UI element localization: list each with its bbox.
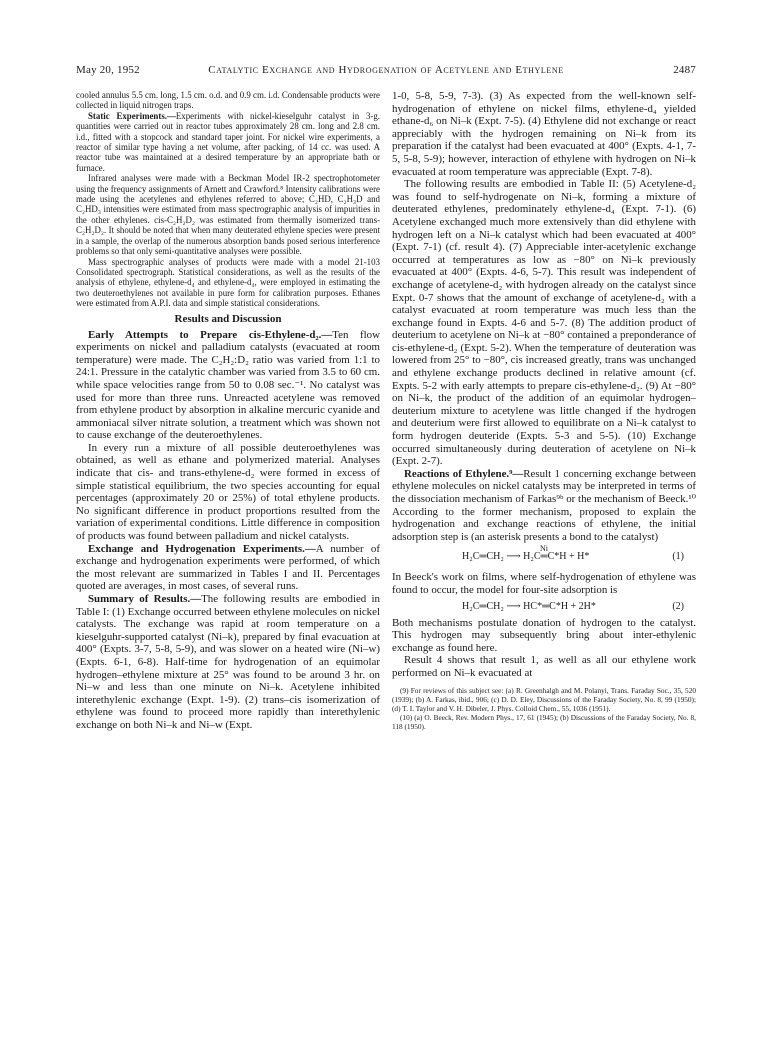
equation-1 — [392, 543, 696, 571]
equation-catalyst-label: Ni — [540, 544, 548, 554]
footnote: (9) For reviews of this subject see: (a) R. Greenhalgh and M. Polanyi, Trans. Faraday Soc., 35, 520 (1939); (b) A. Farkas, ibid., 906; (c) D. D. Eley, Discussions of the Faraday Society, No. 8, 99 (1950); (d) T. I. Taylor and V. H. Dibeler, J. Phys. Colloid Chem., 55, 1036 (1951). — [392, 685, 696, 713]
equation-expression: H₂C═CH₂ ⟶ HC*═C*H + 2H* — [462, 600, 596, 612]
paragraph-text: Result 1 concerning exchange between ethylene molecules on nickel catalysts may be interpreted in terms of the dissociation mechanism of Farkas⁹ᵇ or the mechanism of Beeck.¹⁰ According to the former mechanism, proposed to explain the hydrogenation and exchange reactions of ethylene, the initial adsorption step is (an asterisk presents a bond to the catalyst) — [392, 467, 696, 543]
page-number: 2487 — [673, 64, 696, 76]
discussion-text — [392, 90, 696, 680]
paragraph-text: A number of exchange and hydrogenation experiments were performed, of which the most relevant are summarized in Tables I and II. Percentages quoted are averages, in most cases, of several runs. — [76, 542, 380, 593]
paragraph: Infrared analyses were made with a Beckman Model IR-2 spectrophotometer using the frequency assignments of Arnett and Crawford.⁸ Intensity calibrations were made using the acetylenes and ethylenes referred to above; C₂HD, C₂H₃D and C₂HD₃ intensities were estimated from mass spectrographic analysis of impurities in the other ethylenes. cis-C₂H₂D₂ was estimated from thermally isomerized trans-C₂H₂D₂. It should be noted that when many deuterated ethylene species were present in a sample, the overlap of the numerous absorption bands posed serious interference problems so that only semi-quantitative analyses were possible. — [76, 173, 380, 257]
paragraph — [76, 111, 380, 173]
results-text — [76, 329, 380, 732]
paragraph: In every run a mixture of all possible deuteroethylenes was obtained, as well as ethane and polymerized material. Analyses indicate that cis- and trans-ethylene-d₂ were formed in excess of simple statistical equilibrium, the two species accounting for equal percentages (approximately 20 or 25%) of total ethylene products. No significant difference in product proportions resulted from the variation of experimental conditions. Little difference in composition of products was found between palladium and nickel catalysts. — [76, 441, 380, 543]
header-date: May 20, 1952 — [76, 64, 140, 76]
header-title: Catalytic Exchange and Hydrogenation of Acetylene and Ethylene — [208, 64, 564, 76]
run-in-heading: Reactions of Ethylene.⁹— — [404, 467, 524, 480]
right-column — [392, 90, 696, 1038]
paragraph — [76, 329, 380, 442]
equation-number: (1) — [672, 551, 684, 563]
paragraph — [76, 543, 380, 593]
paragraph — [76, 593, 380, 732]
experimental-small-print — [76, 90, 380, 309]
paragraph: Both mechanisms postulate donation of hydrogen to the catalyst. This hydrogen may subsequently bring about inter-ethylenic exchange as found here. — [392, 616, 696, 654]
footnotes — [392, 686, 696, 732]
paragraph-text: Experiments with nickel-kieselguhr catalyst in 3-g. quantities were carried out in reactor tubes approximately 28 cm. long and 2.8 cm. i.d., fitted with a stopcock and standard taper joint. For nickel wire experiments, a reactor of similar type having a net volume, after packing, of 14 cc. was used. A reactor tube was maintained at a desired temperature by an appropriate bath or furnace. — [76, 110, 380, 173]
paragraph-text: The following results are embodied in Table I: (1) Exchange occurred between ethylene molecules on nickel catalysts. The exchange was rapid at room temperature on a kieselguhr-supported catalyst (Ni–k), prepared by final evacuation at 400° (Expts. 3-7, 5-8, 5-9), and was slower on a heated wire (Ni–w) (Expts. 6-1, 6-8). Half-time for hydrogenation of an equimolar hydrogen–ethylene mixture at 25° was found to be around 3 hr. on Ni–w and less than one minute on Ni–k. Acetylene inhibited interethylenic exchange (Expt. 1-9). (2) trans–cis isomerization of ethylene was found to proceed more rapidly than interethylenic exchange on both Ni–k and Ni–w (Expt. — [76, 593, 380, 731]
run-in-heading: Static Experiments.— — [88, 110, 176, 121]
paragraph: cooled annulus 5.5 cm. long, 1.5 cm. o.d. and 0.9 cm. i.d. Condensable products were collected in liquid nitrogen traps. — [76, 90, 380, 111]
run-in-heading: Summary of Results.— — [88, 593, 202, 605]
equation-2 — [392, 597, 696, 617]
equation-number: (2) — [672, 600, 684, 612]
run-in-heading: Early Attempts to Prepare cis-Ethylene-d₂.— — [88, 328, 333, 341]
paragraph: In Beeck's work on films, where self-hydrogenation of ethylene was found to occur, the model for four-site adsorption is — [392, 571, 696, 596]
paragraph: The following results are embodied in Table II: (5) Acetylene-d₂ was found to self-hydrogenate on Ni–k, forming a mixture of deuterated ethylenes, predominately ethylene-d₄ (Expt. 7-1). (6) Acetylene exchanged much more extensively than did ethylene with hydrogen left on a Ni–k catalyst which had been evacuated at 400° (Expt. 7-1) (cf. result 4). (7) Appreciable inter-acetylenic exchange occurred at temperatures as low as −80° on Ni–k previously evacuated at 400° (Expts. 4-6, 5-7). This result was independent of exchange of acetylene-d₂ with hydrogen already on the catalyst since Expt. 0-7 shows that the amount of exchange of acetylene-d₂ with a catalyst evacuated at room temperature was much less than the exchange found in Expts. 4-6 and 5-7. (8) The addition product of deuterium to acetylene on Ni–k at −80° contained a preponderance of cis-ethylene-d₂ (Expt. 5-2). When the temperature of deuteration was lowered from 25° to −80°, cis increased greatly, trans was unchanged and ethylene exchange products declined in relative amount (cf. Expts. 5-2 with early attempts to prepare cis-ethylene-d₂. (9) At −80° on Ni–k, the product of the addition of an equimolar hydrogen–deuterium mixture to acetylene was little changed if the hydrogen and deuterium were first allowed to equilibrate on a Ni–k catalyst to form hydrogen deuteride (Expts. 5-3 and 5-5). (10) Exchange occurred simultaneously during deuteration of acetylene on Ni–k (Expt. 2-7). — [392, 178, 696, 468]
footnote: (10) (a) O. Beeck, Rev. Modern Phys., 17, 61 (1945); (b) Discussions of the Faraday Society, No. 8, 118 (1950). — [392, 713, 696, 732]
equation-expression: H₂C═CH₂ ⟶ H₂C═C*H + H* — [462, 551, 590, 563]
left-column — [76, 90, 380, 1038]
running-header — [76, 64, 696, 80]
paragraph — [392, 468, 696, 544]
paragraph-text: Ten flow experiments on nickel and palladium catalysts (evacuated at room temperature) were made. The C₂H₂:D₂ ratio was varied from 1:1 to 24:1. Pressure in the catalytic chamber was varied from 3.5 to 60 cm. while space velocities range from 50 to 0.08 sec.⁻¹. No catalyst was used for more than three runs. Unreacted acetylene was removed from ethylene product by absorption in alkaline mercuric cyanide and ammoniacal silver nitrate solution, a treatment which was shown not to cause exchange of the deuteroethylenes. — [76, 328, 380, 442]
paragraph: Result 4 shows that result 1, as well as all our ethylene work performed on Ni–k evacuated at — [392, 654, 696, 679]
paragraph: 1-0, 5-8, 5-9, 7-3). (3) As expected from the well-known self-hydrogenation of ethylene on nickel films, ethylene-d₄ yielded ethane-d₆ on Ni–k (Expt. 7-5). (4) Ethylene did not exchange or react appreciably with the hydrogen remaining on Ni–k from its preparation if the catalyst had been evacuated at 400° (Expts. 4-1, 7-5, 5-8, 5-9); however, interaction of ethylene with hydrogen on Ni–k evacuated at room temperature was appreciable (Expt. 7-8). — [392, 90, 696, 178]
run-in-heading: Exchange and Hydrogenation Experiments.— — [88, 542, 316, 555]
paragraph: Mass spectrographic analyses of products were made with a model 21-103 Consolidated spectrograph. Statistical considerations, as well as the results of the analysis of ethylene, ethylene-d₄ and ethylene-d₄, were employed in estimating the two deuteroethylenes not available in pure form for calibration purposes. Ethanes were estimated from A.P.I. data and simple statistical considerations. — [76, 256, 380, 309]
section-heading: Results and Discussion — [174, 312, 282, 325]
